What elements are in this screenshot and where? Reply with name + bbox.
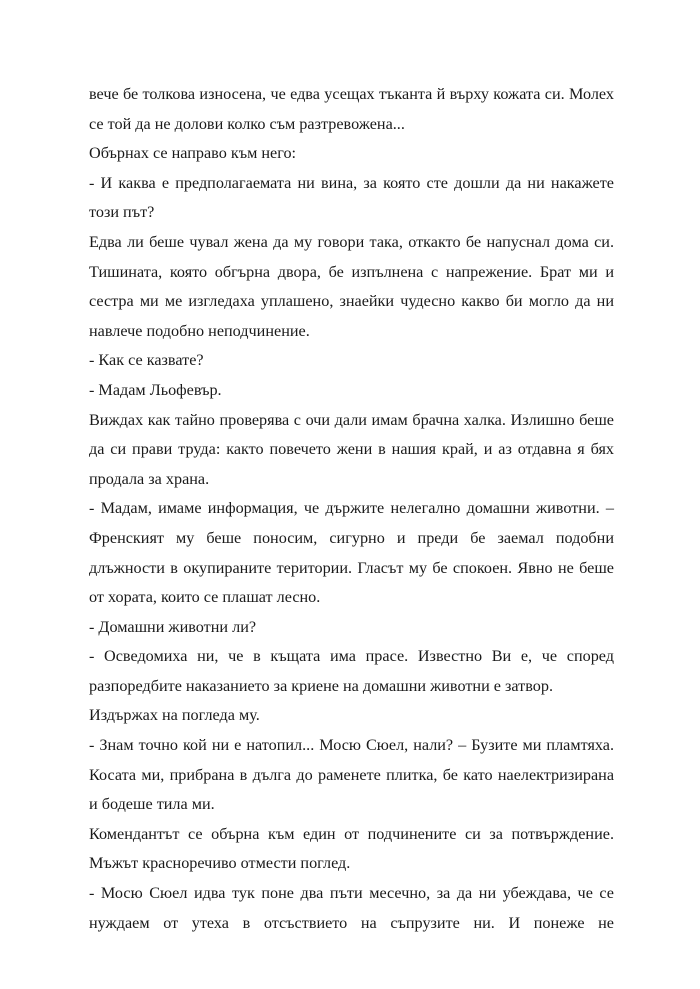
paragraph: Едва ли беше чувал жена да му говори така, откакто бе напуснал дома си. Тишината, която обгърна двора, бе изпълнена с напрежение. Брат ми и сестра ми ме изгледаха уплашено, знаейки чудесно какво би могло да ни навлече подобно неподчинение. <box>89 232 614 340</box>
paragraph: - Домашни животни ли? <box>89 617 257 636</box>
paragraph: - Знам точно кой ни е натопил... Мосю Сюел, нали? – Бузите ми пламтяха. Косата ми, прибрана в дълга до раменете плитка, бе като наелектризирана и бодеше тила ми. <box>89 736 614 814</box>
paragraph: - Осведомиха ни, че в къщата има прасе. Известно Ви е, че според разпоредбите наказанието за криене на домашни животни е затвор. <box>89 647 614 695</box>
paragraph: Комендантът се обърна към един от подчинените си за потвърждение. Мъжът красноречиво отмести поглед. <box>89 824 614 873</box>
body-text <box>89 80 614 938</box>
paragraph: - Мосю Сюел идва тук поне два пъти месечно, за да ни убеждава, че се нуждаем от утеха в отсъствието на съпрузите ни. И понеже не <box>89 884 614 932</box>
paragraph: Издържах на погледа му. <box>89 706 260 725</box>
paragraph: Обърнах се направо към него: <box>89 144 297 163</box>
paragraph: - Как се казвате? <box>89 351 204 370</box>
paragraph: - Мадам, имаме информация, че държите нелегално домашни животни. – Френският му беше поносим, сигурно и преди бе заемал подобни длъжности в окупираните територии. Гласът му бе спокоен. Явно не беше от хората, които се плашат лесно. <box>89 499 614 607</box>
paragraph: - Мадам Льофевър. <box>89 380 222 399</box>
paragraph: вече бе толкова износена, че едва усещах тъканта й върху кожата си. Молех се той да не долови колко съм разтревожена... <box>89 85 614 133</box>
paragraph: - И каква е предполагаемата ни вина, за която сте дошли да ни накажете този път? <box>89 173 614 222</box>
paragraph: Виждах как тайно проверява с очи дали имам брачна халка. Излишно беше да си прави труда: както повечето жени в нашия край, и аз отдавна я бях продала за храна. <box>89 410 614 488</box>
